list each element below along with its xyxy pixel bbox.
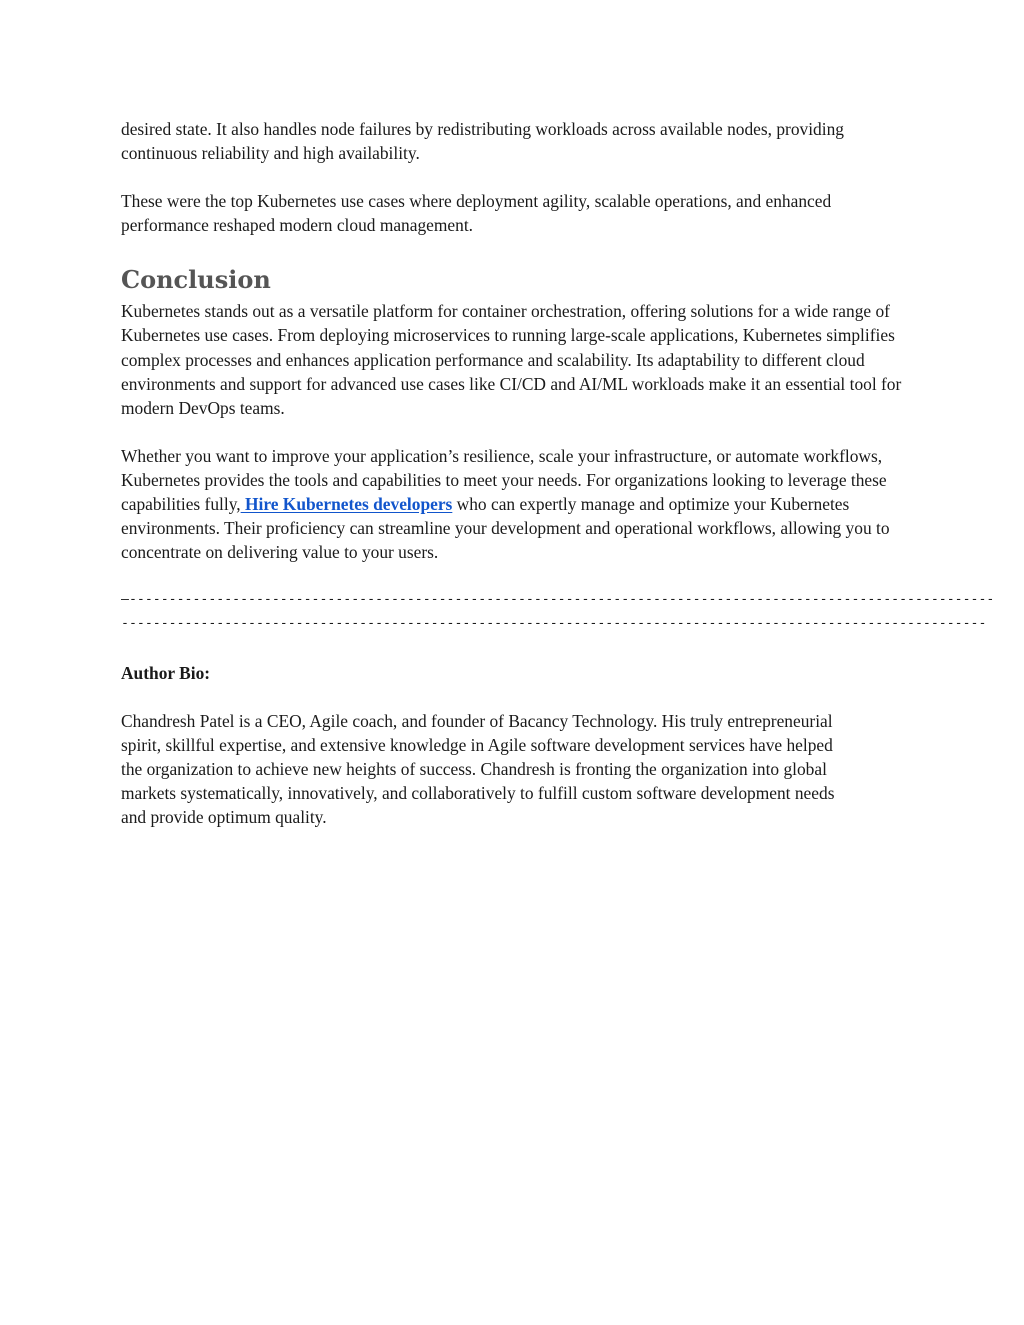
divider-line-1: —------------------------------------------------------------------------------------------------------------- (121, 592, 995, 608)
intro-paragraph-2: These were the top Kubernetes use cases where deployment agility, scalable operations, and enhanced performance reshaped modern cloud management. (121, 191, 832, 236)
spacer (121, 685, 911, 709)
conclusion-heading: Conclusion (121, 265, 271, 295)
author-bio-label: Author Bio: (121, 662, 211, 683)
conclusion-paragraph-1: Kubernetes stands out as a versatile platform for container orchestration, offering solutions for a wide range of Kubernetes use cases. From deploying microservices to running large-scale applications, Kubernetes simplifies complex processes and enhances application performance and scalability. Its adaptability to different cloud environments and support for advanced use cases like CI/CD and AI/ML workloads make it an essential tool for modern DevOps teams. (121, 301, 902, 418)
conclusion-paragraph-2 (121, 444, 911, 564)
document-page (121, 117, 995, 829)
spacer (121, 637, 911, 661)
divider-line-2: ------------------------------------------------------------------------------------------------------------- (121, 616, 987, 632)
spacer (121, 420, 911, 444)
conclusion-paragraph-2-start: Whether you want to improve your application’s resilience, scale your infrastructure, or automate workflows, Kubernetes provides the tools and capabilities to meet your needs. For organizations looking to leverage these capabilities fully, (121, 445, 887, 515)
hire-kubernetes-developers-link[interactable]: Hire Kubernetes developers (240, 494, 453, 515)
intro-paragraph-1: desired state. It also handles node failures by redistributing workloads across available nodes, providing continuous reliability and high availability. (121, 119, 844, 164)
author-bio-text: Chandresh Patel is a CEO, Agile coach, and founder of Bacancy Technology. His truly entrepreneurial spirit, skillful expertise, and extensive knowledge in Agile software development services have helped the organization to achieve new heights of success. Chandresh is fronting the organization into global markets systematically, innovatively, and collaboratively to fulfill custom software development needs and provide optimum quality. (121, 710, 835, 827)
conclusion-paragraph-2-end: who can expertly manage and optimize your Kubernetes environments. Their proficiency can streamline your development and operational workflows, allowing you to concentrate on delivering value to your users. (121, 494, 890, 563)
spacer (121, 564, 911, 588)
spacer (121, 165, 911, 189)
